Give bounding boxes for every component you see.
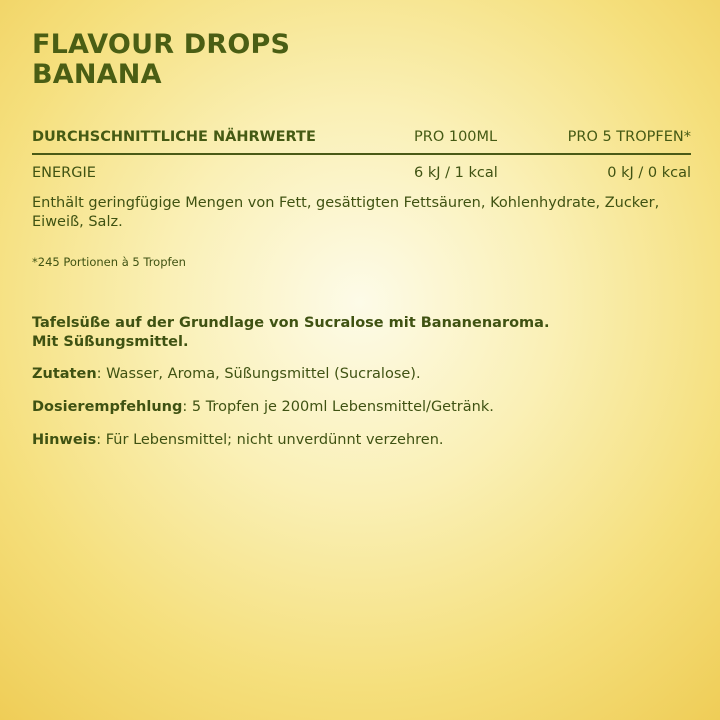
product-description: [32, 314, 692, 352]
nutrition-row-energy: [32, 162, 691, 184]
dosage-paragraph: [32, 398, 692, 417]
notice-label: Hinweis: [32, 432, 97, 448]
nutrition-header-label: DURCHSCHNITTLICHE NÄHRWERTE: [32, 129, 316, 145]
dosage-text: : 5 Tropfen je 200ml Lebensmittel/Getränk.: [182, 399, 494, 415]
ingredients-paragraph: [32, 365, 692, 384]
ingredients-label: Zutaten: [32, 366, 97, 382]
description-line1: Tafelsüße auf der Grundlage von Sucralose mit Bananenaroma.: [32, 315, 550, 331]
nutrition-divider: [32, 153, 691, 155]
notice-text: : Für Lebensmittel; nicht unverdünnt verzehren.: [96, 432, 444, 448]
ingredients-text: : Wasser, Aroma, Süßungsmittel (Sucralose).: [96, 366, 421, 382]
product-title-line1: FLAVOUR DROPS: [32, 29, 291, 60]
energy-label: ENERGIE: [32, 165, 96, 181]
energy-per100: 6 kJ / 1 kcal: [414, 165, 498, 181]
dosage-label: Dosierempfehlung: [32, 399, 183, 415]
product-title: [32, 30, 290, 90]
product-title-line2: BANANA: [32, 59, 162, 90]
nutrition-table: [32, 126, 691, 184]
nutrition-header-per100: PRO 100ML: [414, 129, 498, 145]
description-line2: Mit Süßungsmittel.: [32, 334, 189, 350]
nutrition-header-per-serving: PRO 5 TROPFEN*: [567, 129, 691, 145]
nutrition-table-header: [32, 126, 691, 148]
notice-paragraph: [32, 431, 692, 450]
trace-note: Enthält geringfügige Mengen von Fett, gesättigten Fettsäuren, Kohlenhydrate, Zucker, Eiweiß, Salz.: [32, 195, 660, 230]
portions-footnote: *245 Portionen à 5 Tropfen: [32, 255, 186, 269]
energy-per-serving: 0 kJ / 0 kcal: [607, 165, 691, 181]
